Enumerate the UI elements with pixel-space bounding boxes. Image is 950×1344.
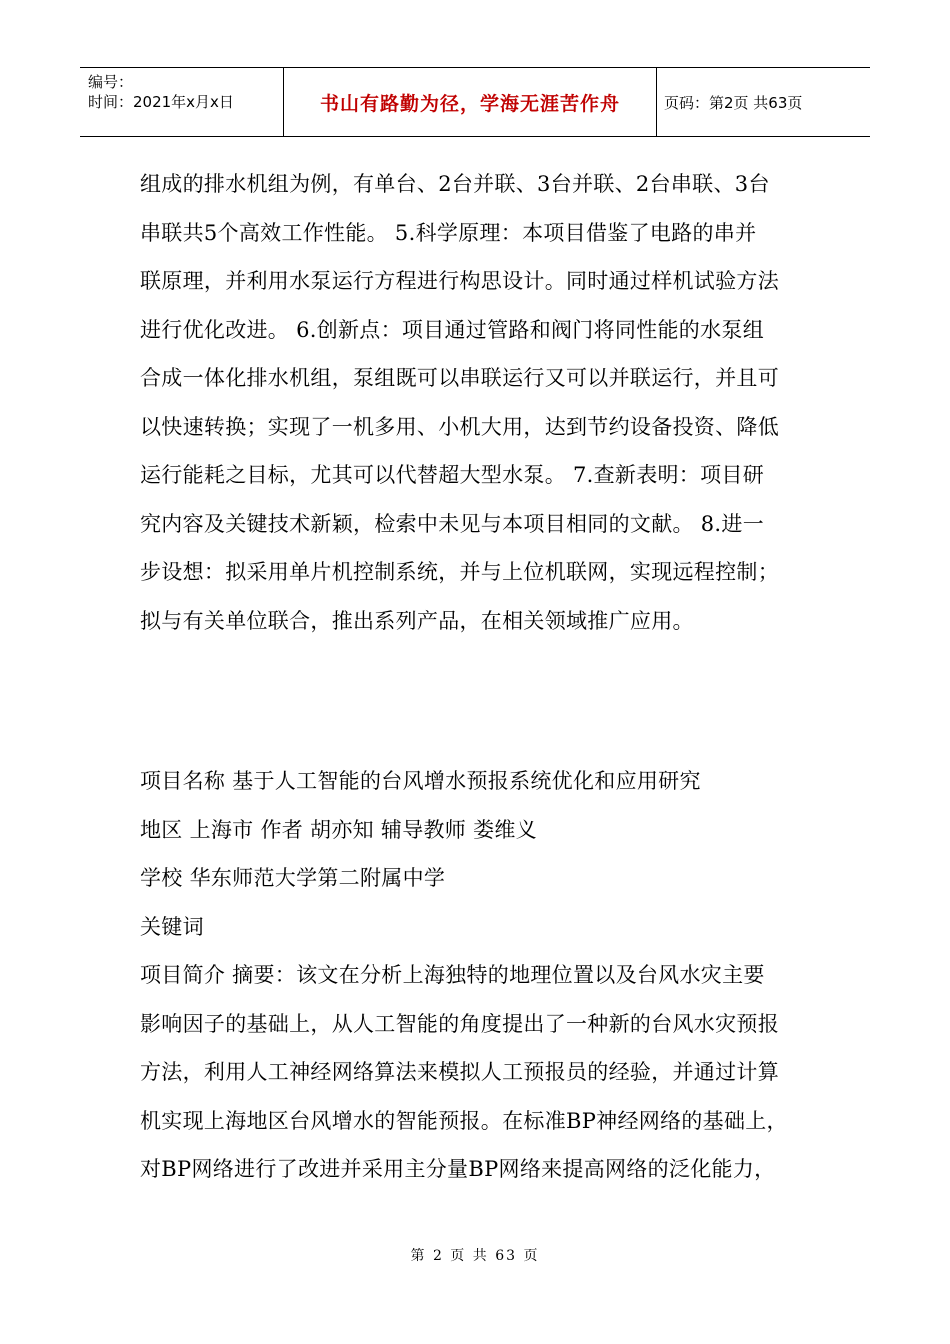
text-line: 运行能耗之目标，尤其可以代替超大型水泵。 7.查新表明：项目研 [140,463,765,487]
keywords-line: 关键词 [140,914,204,939]
header-page-info: 页码：第2页 共63页 [664,93,803,112]
time-label: 时间：2021年x月x日 [88,93,234,111]
text-line: 联原理，并利用水泵运行方程进行构思设计。同时通过样机试验方法 [140,269,779,293]
header-left-cell [88,72,234,112]
region-author-line: 地区 上海市 作者 胡亦知 辅导教师 娄维义 [140,817,537,842]
text-line: 步设想：拟采用单片机控制系统，并与上位机联网，实现远程控制； [140,560,779,584]
paragraph-1 [140,160,820,645]
text-line: 以快速转换；实现了一机多用、小机大用，达到节约设备投资、降低 [140,414,779,439]
text-line: 项目简介 摘要：该文在分析上海独特的地理位置以及台风水灾主要 [140,963,765,987]
text-line: 对BP网络进行了改进并采用主分量BP网络来提高网络的泛化能力， [140,1157,776,1181]
text-line: 拟与有关单位联合，推出系列产品，在相关领域推广应用。 [140,608,694,633]
text-line: 合成一体化排水机组，泵组既可以串联运行又可以并联运行，并且可 [140,366,779,390]
text-line: 串联共5个高效工作性能。 5.科学原理：本项目借鉴了电路的串并 [140,220,757,245]
text-line: 影响因子的基础上，从人工智能的角度提出了一种新的台风水灾预报 [140,1011,779,1036]
project-info [140,757,820,1194]
header-divider [656,68,657,136]
header-motto: 书山有路勤为径，学海无涯苦作舟 [319,92,620,115]
text-line: 机实现上海地区台风增水的智能预报。在标准BP神经网络的基础上， [140,1108,788,1133]
text-line: 进行优化改进。 6.创新点：项目通过管路和阀门将同性能的水泵组 [140,317,765,342]
number-label: 编号： [88,73,134,91]
text-line: 究内容及关键技术新颖，检索中未见与本项目相同的文献。 8.进一 [140,511,765,536]
school-line: 学校 华东师范大学第二附属中学 [140,866,446,890]
page-header [80,67,870,137]
project-name-line: 项目名称 基于人工智能的台风增水预报系统优化和应用研究 [140,769,701,793]
text-line: 方法，利用人工神经网络算法来模拟人工预报员的经验，并通过计算 [140,1060,779,1084]
text-line: 组成的排水机组为例，有单台、2台并联、3台并联、2台串联、3台 [140,172,770,196]
page-footer: 第 2 页 共 63 页 [410,1248,540,1264]
